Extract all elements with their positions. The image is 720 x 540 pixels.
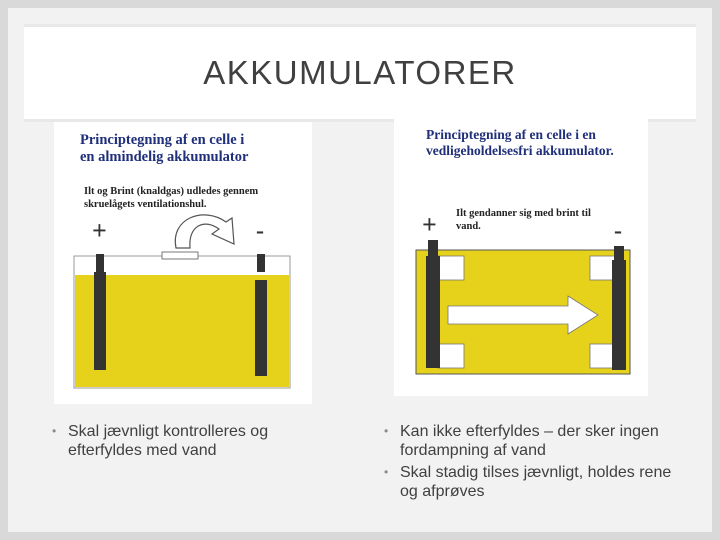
left-diagram-heading	[80, 132, 248, 165]
positive-terminal	[96, 254, 104, 272]
left-minus-sign: -	[256, 218, 264, 244]
list-item: • Kan ikke efterfyldes – der sker ingen fordampning af vand	[384, 422, 674, 460]
negative-electrode	[612, 260, 626, 370]
left-diagram-note	[84, 186, 258, 211]
right-diagram-note	[456, 208, 591, 233]
right-plus-sign: +	[422, 210, 437, 239]
right-heading-line1: Principtegning af en celle i en	[426, 127, 596, 142]
sealed-cell-drawing	[394, 118, 648, 396]
negative-terminal	[614, 246, 624, 260]
left-heading-line1: Principtegning af en celle i	[80, 132, 245, 148]
right-minus-sign: -	[614, 218, 622, 244]
list-item: • Skal jævnligt kontrolleres og efterfyldes med vand	[52, 422, 322, 460]
right-diagram-heading	[426, 127, 614, 158]
left-bullet-list	[52, 422, 322, 463]
gas-vent-arrow	[175, 215, 234, 248]
negative-terminal	[257, 254, 265, 272]
right-heading-line2: vedligeholdelsesfri akkumulator.	[426, 142, 614, 158]
corner-cutout	[438, 256, 464, 280]
right-bullet-list	[384, 422, 674, 504]
corner-cutout	[438, 344, 464, 368]
diagram-standard-battery	[54, 122, 312, 404]
left-note-line2: skruelågets ventilationshul.	[84, 198, 207, 210]
positive-electrode	[426, 256, 440, 368]
list-item: • Skal stadig tilses jævnligt, holdes rene og afprøves	[384, 463, 674, 501]
left-note-line1: Ilt og Brint (knaldgas) udledes gennem	[84, 186, 259, 197]
negative-electrode	[255, 280, 267, 376]
positive-electrode	[94, 272, 106, 370]
left-heading-line2: en almindelig akkumulator	[80, 148, 249, 165]
right-note-line2: vand.	[456, 220, 481, 232]
diagram-maintenance-free-battery	[394, 118, 648, 396]
positive-terminal	[428, 240, 438, 256]
slide-title: AKKUMULATORER	[203, 54, 517, 91]
title-box	[24, 24, 696, 122]
left-plus-sign: +	[92, 216, 107, 245]
vent-plug	[162, 252, 198, 259]
right-note-line1: Ilt gendanner sig med brint til	[456, 208, 591, 219]
